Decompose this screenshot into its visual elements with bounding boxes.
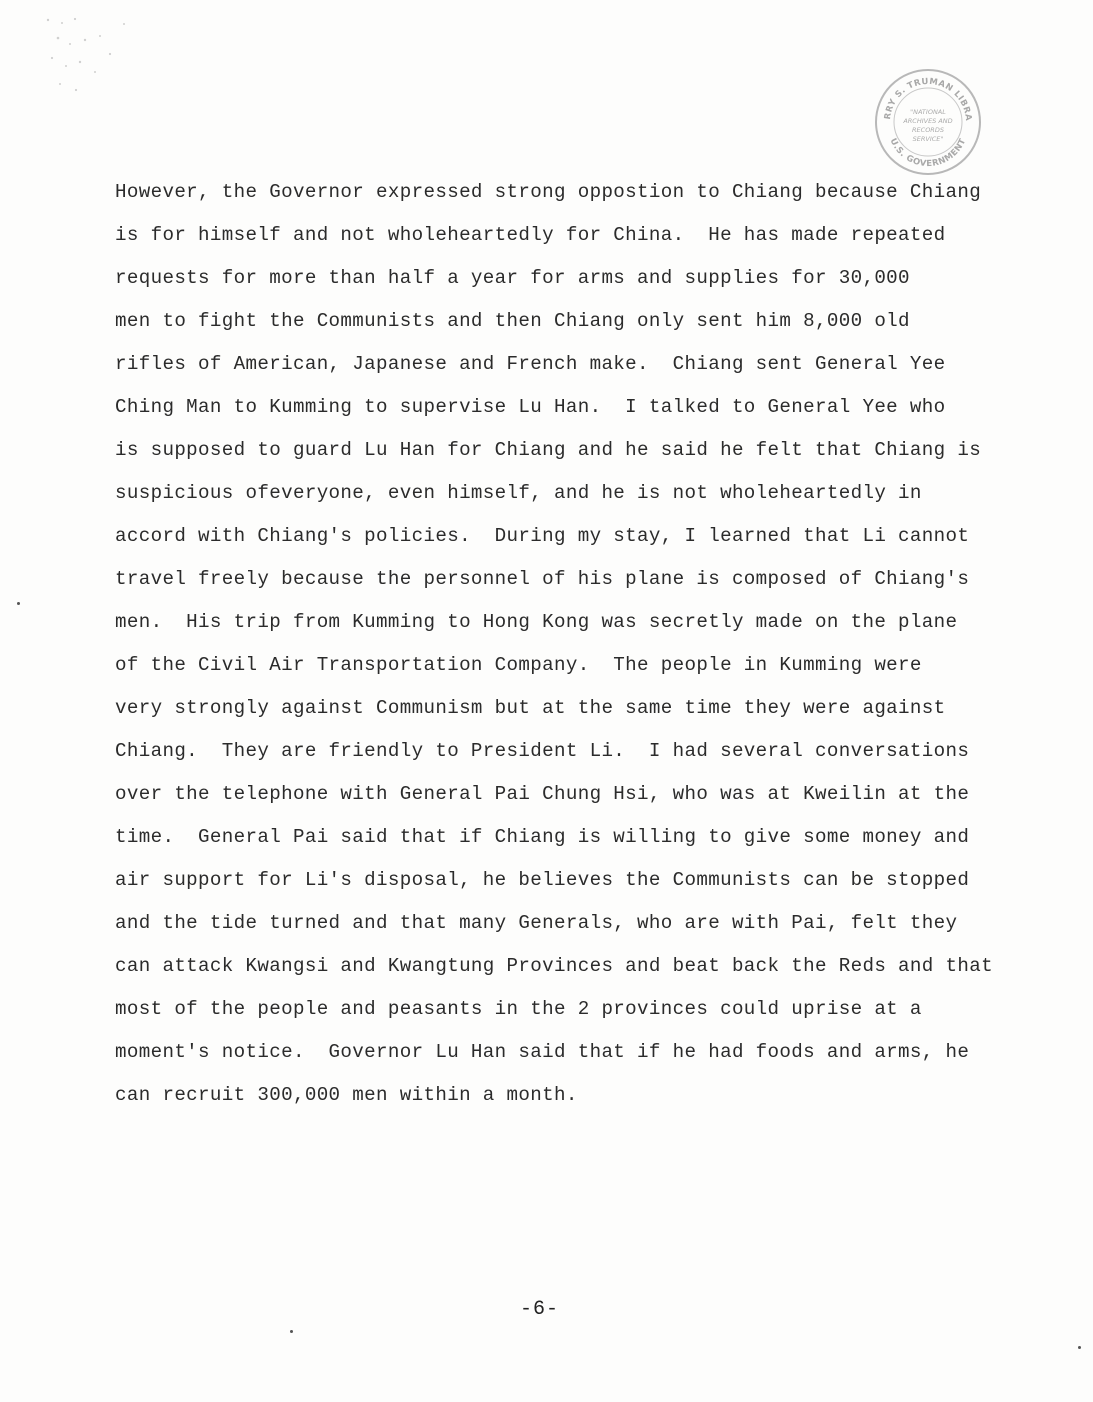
text-line: is supposed to guard Lu Han for Chiang and he said he felt that Chiang is — [115, 439, 982, 461]
archives-stamp — [872, 66, 984, 178]
text-line: over the telephone with General Pai Chung Hsi, who was at Kweilin at the — [115, 783, 970, 805]
text-line: and the tide turned and that many Generals, who are with Pai, felt they — [115, 912, 958, 934]
text-line: can attack Kwangsi and Kwangtung Provinces and beat back the Reds and that — [115, 955, 993, 977]
text-line: time. General Pai said that if Chiang is willing to give some money and — [115, 826, 970, 848]
text-line: accord with Chiang's policies. During my stay, I learned that Li cannot — [115, 525, 970, 547]
text-line: men. His trip from Kumming to Hong Kong was secretly made on the plane — [115, 611, 958, 633]
paper-speck — [17, 602, 20, 605]
text-line: Ching Man to Kumming to supervise Lu Han. I talked to General Yee who — [115, 396, 946, 418]
text-line: of the Civil Air Transportation Company. The people in Kumming were — [115, 654, 922, 676]
text-line: travel freely because the personnel of his plane is composed of Chiang's — [115, 568, 970, 590]
text-line: air support for Li's disposal, he believes the Communists can be stopped — [115, 869, 970, 891]
text-line: very strongly against Communism but at the same time they were against — [115, 697, 946, 719]
text-line: most of the people and peasants in the 2 provinces could uprise at a — [115, 998, 922, 1020]
paper-speck — [290, 1330, 293, 1333]
text-line: moment's notice. Governor Lu Han said that if he had foods and arms, he — [115, 1041, 970, 1063]
text-line: is for himself and not wholeheartedly for China. He has made repeated — [115, 224, 946, 246]
text-line: men to fight the Communists and then Chiang only sent him 8,000 old — [115, 310, 910, 332]
text-line: rifles of American, Japanese and French make. Chiang sent General Yee — [115, 353, 946, 375]
text-line: suspicious ofeveryone, even himself, and he is not wholeheartedly in — [115, 482, 922, 504]
text-line: However, the Governor expressed strong oppostion to Chiang because Chiang — [115, 181, 982, 203]
text-line: Chiang. They are friendly to President Li. I had several conversations — [115, 740, 970, 762]
svg-text:HARRY S. TRUMAN LIBRARY: RRY S. TRUMAN LIBRA — [882, 76, 974, 122]
svg-text:SERVICE": SERVICE" — [912, 135, 944, 143]
page-number: -6- — [520, 1298, 560, 1321]
paper-speck — [1078, 1346, 1081, 1349]
svg-text:ARCHIVES AND: ARCHIVES AND — [903, 117, 953, 125]
svg-text:U.S. GOVERNMENT: U.S. GOVERNMENT — [887, 136, 969, 170]
text-line: requests for more than half a year for arms and supplies for 30,000 — [115, 267, 910, 289]
paper-smudge — [40, 14, 150, 104]
text-line: can recruit 300,000 men within a month. — [115, 1084, 578, 1106]
body-text — [115, 174, 1075, 1120]
svg-text:"NATIONAL: "NATIONAL — [910, 108, 946, 116]
svg-text:RECORDS: RECORDS — [912, 126, 944, 134]
